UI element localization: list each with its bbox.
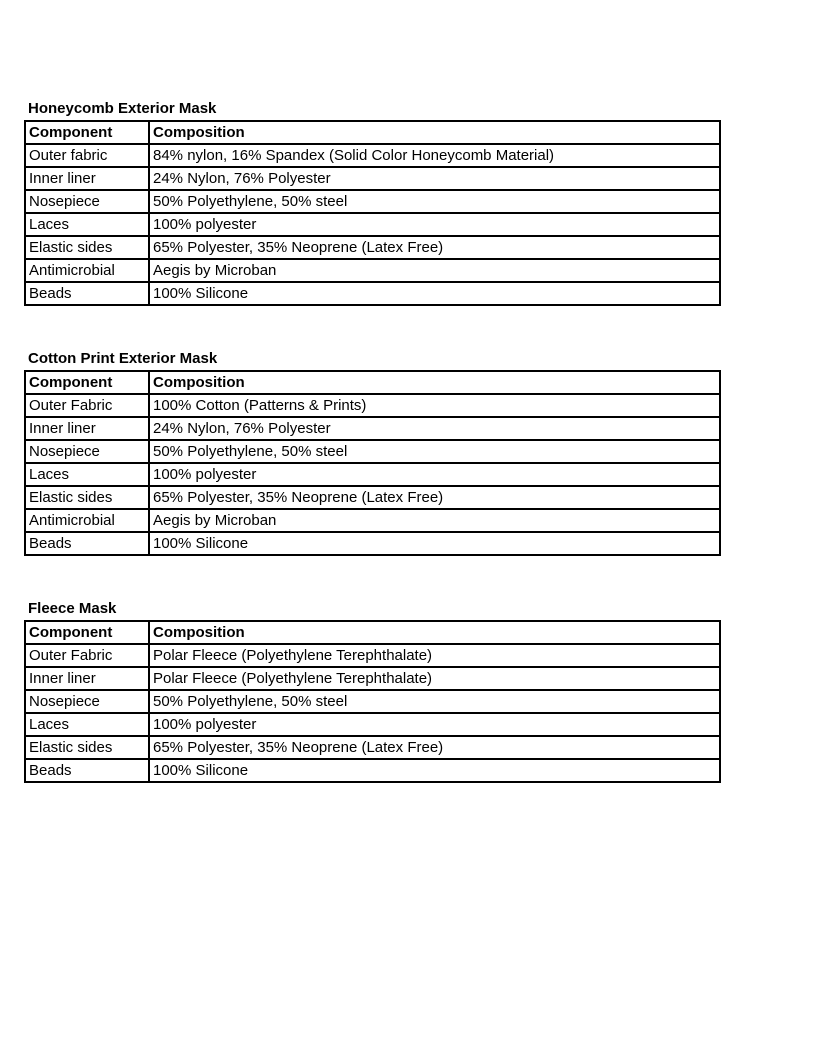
table-row (25, 213, 720, 236)
component-cell: Nosepiece (25, 190, 149, 213)
composition-cell: 65% Polyester, 35% Neoprene (Latex Free) (149, 736, 720, 759)
component-cell: Antimicrobial (25, 509, 149, 532)
table-row (25, 259, 720, 282)
header-component: Component (25, 621, 149, 644)
component-cell: Elastic sides (25, 236, 149, 259)
section-title: Fleece Mask (28, 600, 117, 617)
table-row (25, 713, 720, 736)
honeycomb-mask-section (24, 98, 719, 306)
cotton-print-mask-section (24, 348, 719, 556)
component-cell: Elastic sides (25, 736, 149, 759)
component-cell: Inner liner (25, 417, 149, 440)
table-row (25, 463, 720, 486)
table-row (25, 282, 720, 305)
component-cell: Laces (25, 713, 149, 736)
header-component: Component (25, 371, 149, 394)
composition-cell: 100% polyester (149, 213, 720, 236)
table-row (25, 167, 720, 190)
component-cell: Elastic sides (25, 486, 149, 509)
table-row (25, 236, 720, 259)
composition-table (24, 120, 721, 306)
composition-table (24, 620, 721, 783)
table-row (25, 190, 720, 213)
composition-cell: 24% Nylon, 76% Polyester (149, 167, 720, 190)
composition-cell: 100% Silicone (149, 532, 720, 555)
composition-cell: 84% nylon, 16% Spandex (Solid Color Honeycomb Material) (149, 144, 720, 167)
composition-cell: 24% Nylon, 76% Polyester (149, 417, 720, 440)
table-header-row (25, 371, 720, 394)
table-row (25, 417, 720, 440)
component-cell: Beads (25, 532, 149, 555)
table-row (25, 394, 720, 417)
component-cell: Inner liner (25, 667, 149, 690)
component-cell: Laces (25, 463, 149, 486)
component-cell: Antimicrobial (25, 259, 149, 282)
header-composition: Composition (149, 621, 720, 644)
composition-cell: 100% polyester (149, 463, 720, 486)
composition-cell: 50% Polyethylene, 50% steel (149, 440, 720, 463)
component-cell: Outer Fabric (25, 644, 149, 667)
header-composition: Composition (149, 121, 720, 144)
fleece-mask-section (24, 598, 719, 783)
table-row (25, 144, 720, 167)
composition-cell: 50% Polyethylene, 50% steel (149, 690, 720, 713)
section-title: Honeycomb Exterior Mask (28, 100, 217, 117)
component-cell: Beads (25, 282, 149, 305)
table-row (25, 644, 720, 667)
table-row (25, 440, 720, 463)
component-cell: Outer fabric (25, 144, 149, 167)
table-row (25, 690, 720, 713)
table-row (25, 759, 720, 782)
table-row (25, 667, 720, 690)
section-title: Cotton Print Exterior Mask (28, 350, 218, 367)
table-row (25, 532, 720, 555)
composition-table (24, 370, 721, 556)
component-cell: Nosepiece (25, 690, 149, 713)
composition-cell: 100% Silicone (149, 282, 720, 305)
composition-cell: Aegis by Microban (149, 259, 720, 282)
table-header-row (25, 621, 720, 644)
header-composition: Composition (149, 371, 720, 394)
table-row (25, 736, 720, 759)
table-row (25, 509, 720, 532)
component-cell: Beads (25, 759, 149, 782)
composition-cell: 100% Silicone (149, 759, 720, 782)
composition-cell: Polar Fleece (Polyethylene Terephthalate) (149, 667, 720, 690)
header-component: Component (25, 121, 149, 144)
table-row (25, 486, 720, 509)
composition-cell: 100% polyester (149, 713, 720, 736)
composition-cell: 65% Polyester, 35% Neoprene (Latex Free) (149, 486, 720, 509)
component-cell: Inner liner (25, 167, 149, 190)
composition-cell: 50% Polyethylene, 50% steel (149, 190, 720, 213)
component-cell: Laces (25, 213, 149, 236)
component-cell: Outer Fabric (25, 394, 149, 417)
composition-cell: 65% Polyester, 35% Neoprene (Latex Free) (149, 236, 720, 259)
table-header-row (25, 121, 720, 144)
composition-cell: Polar Fleece (Polyethylene Terephthalate) (149, 644, 720, 667)
component-cell: Nosepiece (25, 440, 149, 463)
composition-cell: Aegis by Microban (149, 509, 720, 532)
composition-cell: 100% Cotton (Patterns & Prints) (149, 394, 720, 417)
